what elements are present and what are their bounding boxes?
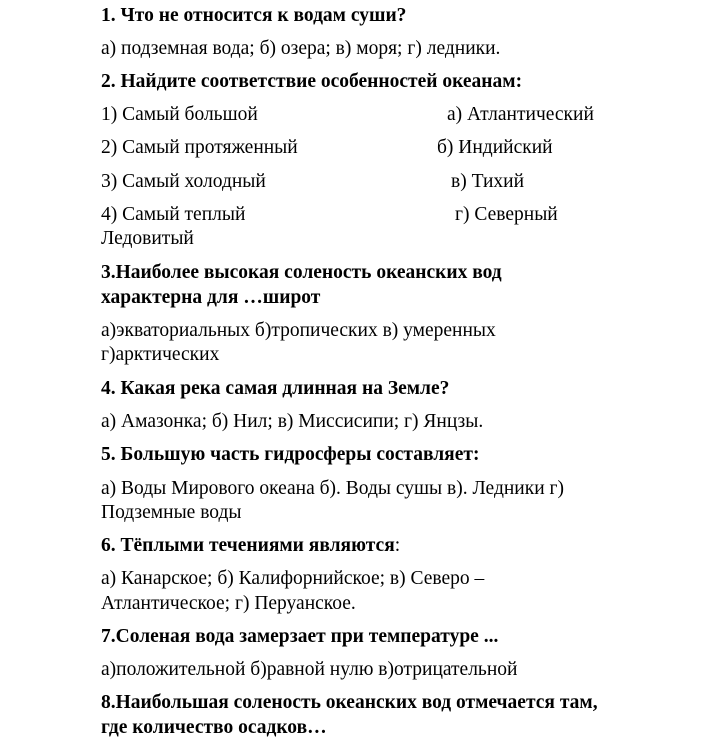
question-1: 1. Что не относится к водам суши? (101, 5, 407, 26)
question-8-line-2: где количество осадков… (101, 717, 327, 738)
match-right-4: г) Северный (455, 204, 558, 225)
question-4: 4. Какая река самая длинная на Земле? (101, 378, 450, 399)
question-6 (101, 534, 400, 558)
answers-1: а) подземная вода; б) озера; в) моря; г) ледники. (101, 38, 501, 59)
match-right-4-wrap: Ледовитый (101, 228, 194, 249)
answers-3-line-2: г)арктических (101, 344, 220, 365)
answers-3-line-1: а)экваториальных б)тропических в) умеренных (101, 320, 496, 341)
match-right-2: б) Индийский (437, 137, 553, 158)
match-left-1: 1) Самый большой (101, 104, 258, 125)
match-left-2: 2) Самый протяженный (101, 137, 298, 158)
question-3-line-1: 3.Наиболее высокая соленость океанских вод (101, 262, 502, 283)
match-right-1: а) Атлантический (447, 104, 594, 125)
match-left-3: 3) Самый холодный (101, 171, 266, 192)
answers-6-line-1: а) Канарское; б) Калифорнийское; в) Северо – (101, 568, 485, 589)
answers-4: а) Амазонка; б) Нил; в) Миссисипи; г) Янцзы. (101, 411, 484, 432)
answers-6-line-2: Атлантическое; г) Перуанское. (101, 593, 356, 614)
match-left-4: 4) Самый теплый (101, 204, 246, 225)
answers-5-line-2: Подземные воды (101, 502, 242, 523)
match-right-3: в) Тихий (451, 171, 525, 192)
question-6-colon: : (394, 535, 401, 556)
answers-7: а)положительной б)равной нулю в)отрицательной (101, 659, 518, 680)
question-7: 7.Соленая вода замерзает при температуре ... (101, 626, 499, 647)
question-6-text: 6. Тёплыми течениями являются (101, 535, 395, 556)
question-3-line-2: характерна для …широт (101, 287, 321, 308)
question-2: 2. Найдите соответствие особенностей океанам: (101, 71, 523, 92)
answers-5-line-1: а) Воды Мирового океана б). Воды сушы в). Ледники г) (101, 478, 565, 499)
question-5: 5. Большую часть гидросферы составляет: (101, 444, 480, 465)
question-8-line-1: 8.Наибольшая соленость океанских вод отмечается там, (101, 692, 598, 713)
